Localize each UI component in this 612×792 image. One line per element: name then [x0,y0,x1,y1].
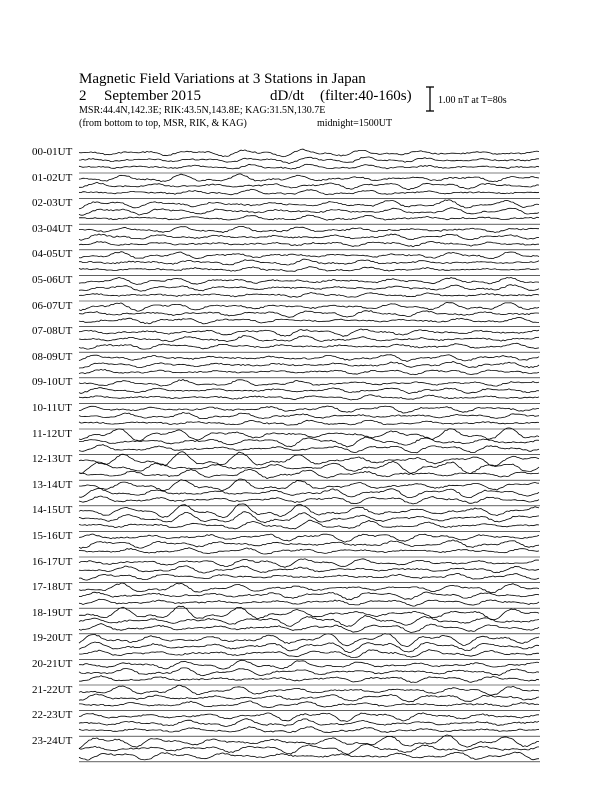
hour-label: 00-01UT [32,146,73,158]
trace-msr-17-18UT [79,599,539,606]
chart-title: Magnetic Field Variations at 3 Stations in Japan [79,71,366,87]
trace-rik-06-07UT [79,311,539,318]
trace-msr-20-21UT [79,676,539,683]
trace-kag-07-08UT [79,329,539,337]
trace-kag-23-24UT [79,735,539,749]
trace-msr-08-09UT [79,369,539,374]
trace-kag-11-12UT [79,428,539,441]
trace-kag-15-16UT [79,534,539,542]
hour-label: 10-11UT [32,402,72,414]
hour-label: 13-14UT [32,478,73,491]
hour-label: 07-08UT [32,325,73,338]
trace-rik-14-15UT [79,512,539,523]
trace-rik-13-14UT [79,488,539,497]
trace-rik-18-19UT [79,616,539,627]
trace-kag-09-10UT [79,380,539,387]
hour-label: 05-06UT [32,274,73,286]
hour-label: 03-04UT [32,222,73,235]
trace-kag-21-22UT [79,685,539,695]
hour-label: 21-22UT [32,683,73,696]
hour-label: 08-09UT [32,350,73,363]
trace-kag-10-11UT [79,406,539,413]
date-day: 2 [79,88,87,104]
date-year: 2015 [171,88,201,104]
trace-rik-19-20UT [79,642,539,653]
station-order-note: (from bottom to top, MSR, RIK, & KAG) [79,118,247,129]
hour-label: 06-07UT [32,299,73,312]
trace-rik-07-08UT [79,336,539,342]
trace-msr-23-24UT [79,752,539,760]
hour-label: 11-12UT [32,427,72,440]
trace-kag-02-03UT [79,200,539,209]
trace-kag-01-02UT [79,174,539,182]
trace-msr-16-17UT [79,573,539,580]
trace-rik-16-17UT [79,566,539,573]
trace-kag-12-13UT [79,452,539,466]
trace-msr-09-10UT [79,395,539,400]
trace-msr-12-13UT [79,469,539,478]
stations-info: MSR:44.4N,142.3E; RIK:43.5N,143.8E; KAG:31.5N,130.7E [79,105,326,116]
trace-msr-07-08UT [79,343,539,349]
trace-rik-08-09UT [79,362,539,369]
hour-label: 04-05UT [32,248,73,261]
trace-msr-03-04UT [79,242,539,247]
trace-kag-06-07UT [79,302,539,311]
trace-rik-00-01UT [79,157,539,164]
trace-msr-02-03UT [79,215,539,220]
trace-rik-23-24UT [79,744,539,754]
date-month: September [104,88,169,104]
trace-msr-19-20UT [79,650,539,658]
trace-rik-21-22UT [79,694,539,702]
trace-rik-12-13UT [79,461,539,473]
trace-msr-05-06UT [79,293,539,298]
trace-msr-10-11UT [79,420,539,425]
trace-msr-01-02UT [79,189,539,195]
trace-kag-13-14UT [79,479,539,491]
trace-rik-11-12UT [79,437,539,447]
hour-label: 18-19UT [32,606,73,619]
hour-label: 16-17UT [32,555,73,568]
trace-kag-19-20UT [79,634,539,647]
hour-label: 09-10UT [32,376,73,389]
hour-label: 12-13UT [32,453,73,466]
trace-kag-05-06UT [79,277,539,284]
hour-label: 19-20UT [32,632,73,645]
trace-rik-20-21UT [79,668,539,676]
quantity-label: dD/dt [270,88,305,104]
trace-msr-06-07UT [79,318,539,324]
trace-rik-10-11UT [79,412,539,418]
trace-rik-05-06UT [79,285,539,292]
hour-label: 20-21UT [32,658,73,670]
trace-kag-16-17UT [79,559,539,568]
filter-label: (filter:40-160s) [320,88,412,104]
hour-label: 14-15UT [32,504,73,517]
scale-bar [426,87,434,111]
trace-msr-14-15UT [79,520,539,529]
hour-label: 22-23UT [32,709,73,722]
trace-rik-09-10UT [79,388,539,394]
trace-msr-18-19UT [79,624,539,633]
midnight-note: midnight=1500UT [317,118,393,129]
hour-label: 23-24UT [32,734,73,747]
hour-label: 15-16UT [32,530,73,542]
trace-msr-11-12UT [79,445,539,453]
trace-kag-03-04UT [79,226,539,232]
trace-kag-17-18UT [79,583,539,593]
trace-rik-15-16UT [79,540,539,549]
hour-label: 17-18UT [32,581,73,594]
trace-kag-00-01UT [79,149,539,157]
trace-rik-22-23UT [79,719,539,727]
trace-kag-04-05UT [79,252,539,259]
trace-rik-03-04UT [79,234,539,240]
trace-rik-01-02UT [79,182,539,189]
trace-msr-21-22UT [79,701,539,708]
trace-rik-02-03UT [79,208,539,216]
trace-msr-15-16UT [79,548,539,554]
trace-rik-17-18UT [79,592,539,600]
trace-kag-20-21UT [79,660,539,669]
trace-rik-04-05UT [79,259,539,265]
trace-kag-08-09UT [79,355,539,362]
trace-msr-22-23UT [79,727,539,733]
hour-label: 02-03UT [32,197,73,210]
trace-msr-00-01UT [79,164,539,169]
hour-label: 01-02UT [32,171,73,184]
trace-msr-04-05UT [79,267,539,272]
scale-bar-label: 1.00 nT at T=80s [438,95,507,106]
